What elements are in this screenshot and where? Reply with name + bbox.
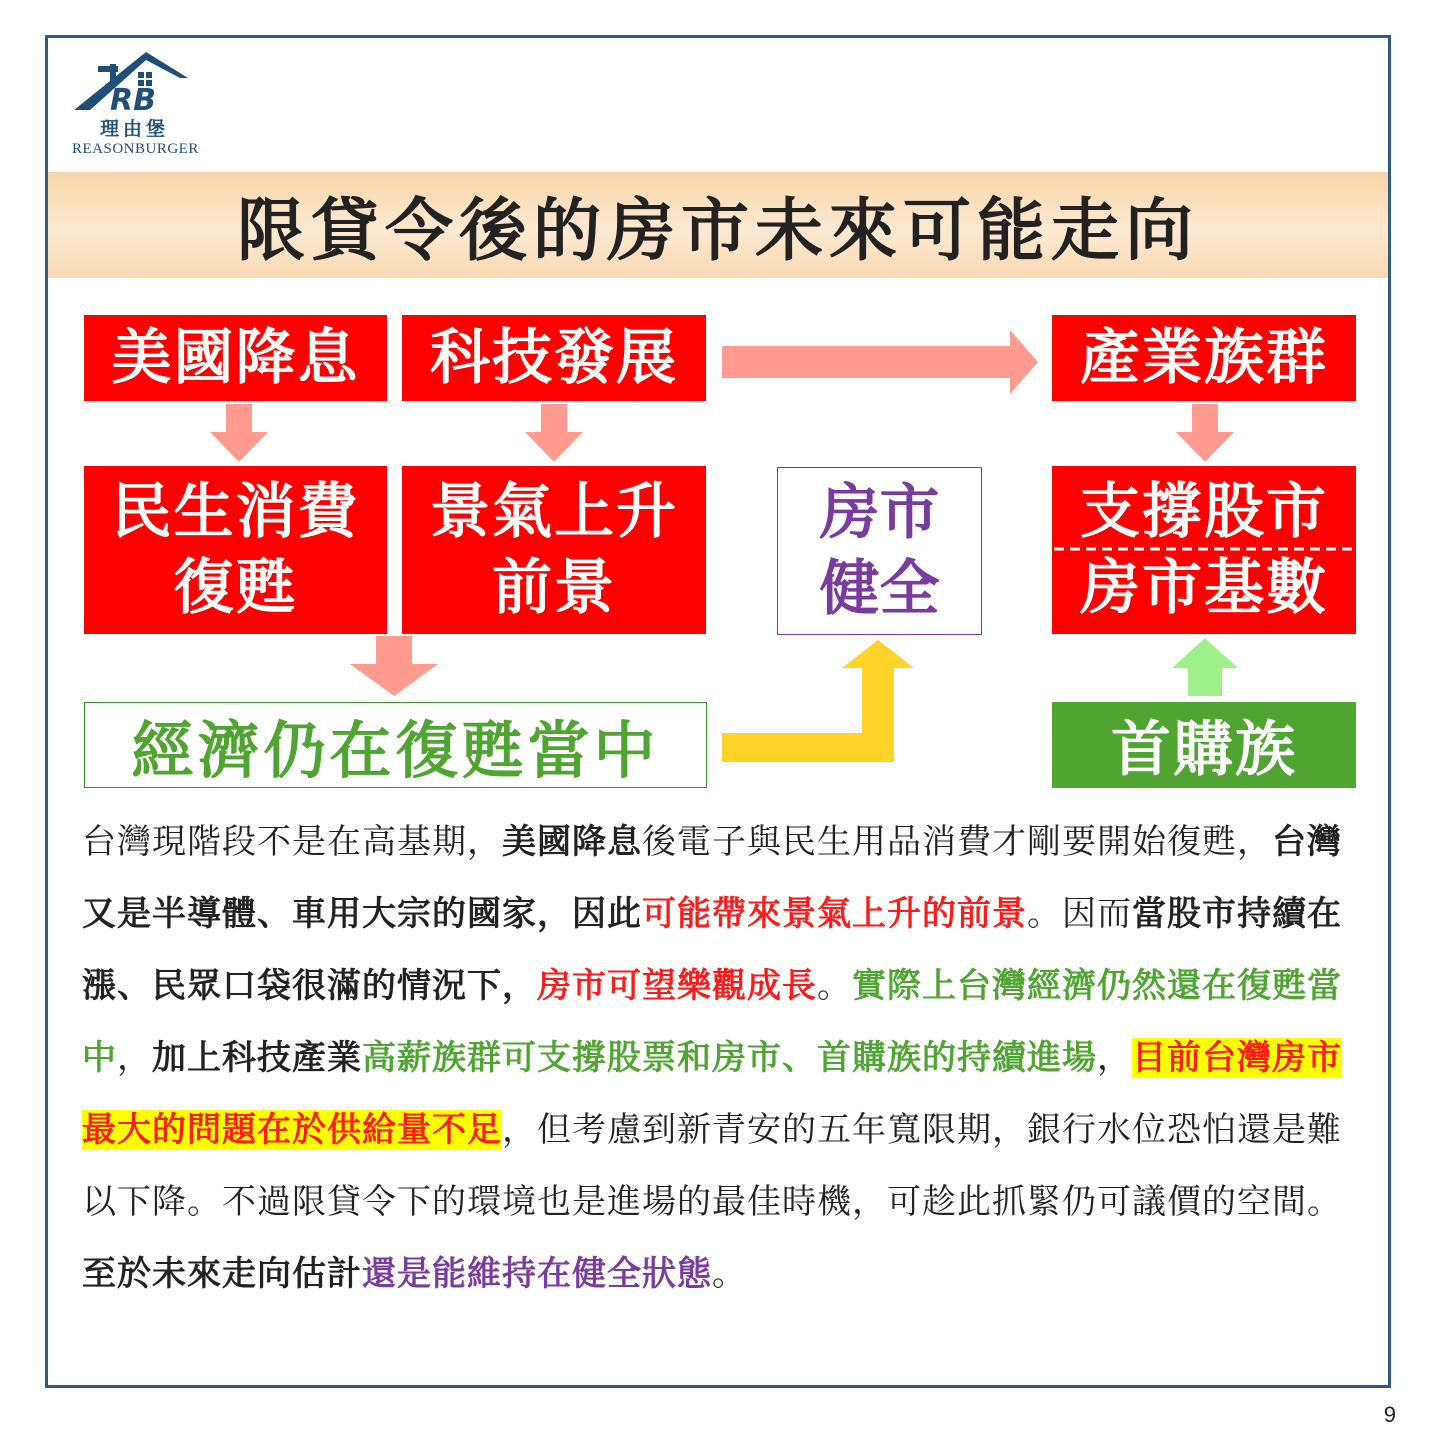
down-arrow-icon [210,404,268,462]
box-consumption-recovery: 民生消費 復甦 [84,466,387,634]
logo-name-cn: 理由堡 [100,118,170,140]
page-title: 限貸令後的房市未來可能走向 [236,191,1199,271]
up-arrow-icon [1172,638,1238,696]
box-first-buyers: 首購族 [1052,702,1356,788]
logo-mark: RB [110,83,156,118]
box-economy-recovering: 經濟仍在復甦當中 [84,702,707,788]
down-arrow-icon [350,636,438,696]
box-support-stock-housing: 支撐股市 房市基數 [1052,466,1356,634]
logo-name-en: REASONBURGER [72,141,199,157]
down-arrow-icon [525,404,583,462]
page-number: 9 [1383,1402,1396,1427]
box-housing-healthy: 房市 健全 [777,467,982,635]
box-us-rate-cut: 美國降息 [84,315,387,401]
right-arrow-icon [722,330,1038,394]
box-industry-cluster: 產業族群 [1052,315,1356,401]
elbow-up-arrow-icon [722,640,914,762]
down-arrow-icon [1176,404,1234,462]
box-prosperity-outlook: 景氣上升 前景 [402,466,706,634]
box-tech-development: 科技發展 [402,315,706,401]
analysis-paragraph: 台灣現階段不是在高基期，美國降息後電子與民生用品消費才剛要開始復甦，台灣又是半導體、車用大宗的國家，因此可能帶來景氣上升的前景。因而當股市持續在漲、民眾口袋很滿的情況下，房市可望樂觀成長。實際上台灣經濟仍然還在復甦當中，加上科技產業高薪族群可支撐股票和房市、首購族的持續進場，目前台灣房市最大的問題在於供給量不足，但考慮到新青安的五年寬限期，銀行水位恐怕還是難以下降。不過限貸令下的環境也是進場的最佳時機，可趁此抓緊仍可議價的空間。至於未來走向估計還是能維持在健全狀態。 [82,822,1342,1294]
